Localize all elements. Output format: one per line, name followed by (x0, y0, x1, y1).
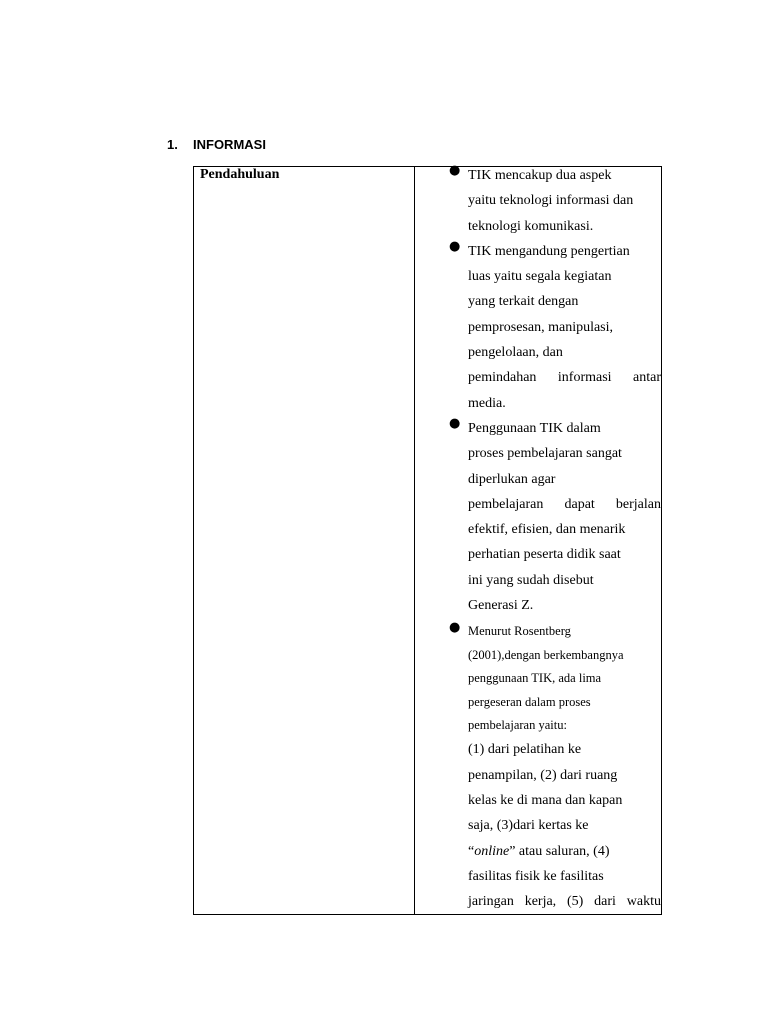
text-line: ini yang sudah disebut (468, 572, 594, 588)
text-line: jaringan kerja, (5) dari waktu (468, 894, 661, 910)
bullet-icon: ● (449, 620, 461, 636)
text-line: Penggunaan TIK dalam (468, 420, 601, 436)
text-line: pembelajaran dapat berjalan (468, 496, 661, 512)
bullet-list (415, 163, 661, 914)
text-line: diperlukan agar (468, 471, 556, 487)
row-label: Pendahuluan (200, 167, 280, 182)
text-line: luas yaitu segala kegiatan (468, 269, 612, 285)
list-item (425, 239, 661, 416)
open-quote: “ (468, 843, 475, 859)
text-line: yaitu teknologi informasi dan (468, 193, 634, 209)
text-line: proses pembelajaran sangat (468, 446, 622, 462)
text-line: perhatian peserta didik saat (468, 547, 621, 563)
text-line: saja, (3)dari kertas ke (468, 818, 589, 834)
text-line: pergeseran dalam proses (468, 694, 591, 709)
list-item (425, 163, 661, 239)
section-number: 1. (167, 137, 178, 152)
bullet-icon: ● (449, 415, 461, 431)
text-line (468, 839, 661, 864)
list-item (425, 620, 661, 914)
label-cell (194, 167, 415, 915)
text-line: pembelajaran yaitu: (468, 717, 567, 732)
text-line: pengelolaan, dan (468, 345, 563, 361)
text-line: Generasi Z. (468, 598, 534, 614)
text-line: penampilan, (2) dari ruang (468, 767, 618, 783)
text-line: (2001),dengan berkembangnya (468, 647, 624, 662)
text-line: Menurut Rosentberg (468, 624, 571, 639)
text-fragment: ” atau saluran, (4) (509, 843, 610, 859)
text-line: TIK mencakup dua aspek (468, 168, 612, 183)
info-table (193, 163, 662, 915)
text-line: yang terkait dengan (468, 294, 579, 310)
online-term: online (474, 843, 510, 859)
text-line: media. (468, 395, 506, 411)
bullet-icon: ● (449, 238, 461, 254)
text-line: efektif, efisien, dan menarik (468, 522, 626, 538)
section-heading (167, 137, 266, 152)
text-line: penggunaan TIK, ada lima (468, 671, 602, 686)
section-title: INFORMASI (193, 137, 266, 152)
text-line: teknologi komunikasi. (468, 218, 594, 234)
text-line: (1) dari pelatihan ke (468, 742, 582, 758)
text-line: pemindahan informasi antar (468, 370, 661, 386)
list-item (425, 416, 661, 618)
text-line: fasilitas fisik ke fasilitas (468, 868, 604, 884)
content-cell (415, 163, 662, 915)
text-line: kelas ke di mana dan kapan (468, 792, 623, 808)
text-line: pemprosesan, manipulasi, (468, 319, 614, 335)
text-line: TIK mengandung pengertian (468, 243, 630, 259)
table-row (194, 167, 662, 915)
bullet-icon: ● (449, 163, 461, 178)
